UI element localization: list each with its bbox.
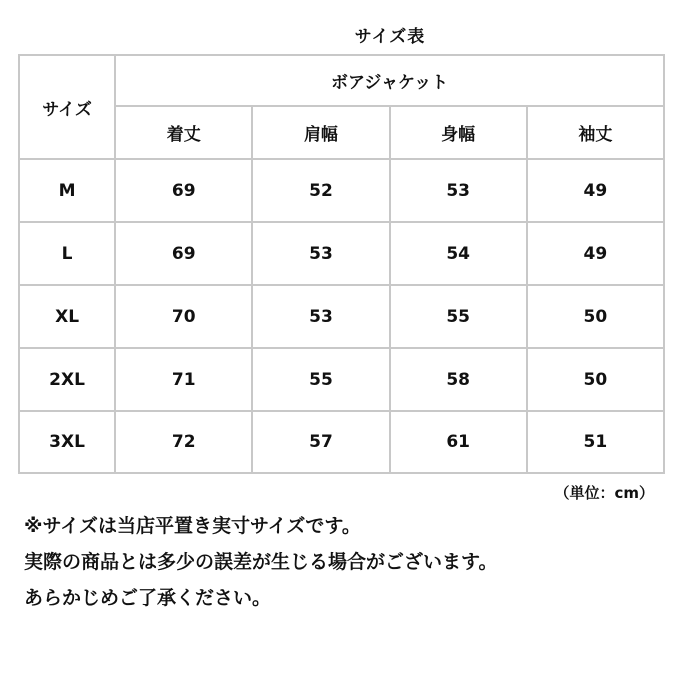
size-label: 2XL <box>19 348 115 411</box>
table-cell: 49 <box>527 222 664 285</box>
column-header-chest: 身幅 <box>390 106 527 159</box>
table-cell: 55 <box>390 285 527 348</box>
table-cell: 72 <box>115 411 252 473</box>
table-cell: 52 <box>252 159 389 222</box>
size-label: M <box>19 159 115 222</box>
size-label: 3XL <box>19 411 115 473</box>
column-header-length: 着丈 <box>115 106 252 159</box>
table-row <box>19 159 664 222</box>
column-header-sleeve: 袖丈 <box>527 106 664 159</box>
table-cell: 51 <box>527 411 664 473</box>
size-label: L <box>19 222 115 285</box>
table-cell: 49 <box>527 159 664 222</box>
table-header-row <box>19 55 664 106</box>
table-cell: 53 <box>252 285 389 348</box>
table-row <box>19 411 664 473</box>
table-cell: 70 <box>115 285 252 348</box>
product-group-header: ボアジャケット <box>115 55 664 106</box>
size-column-header: サイズ <box>19 55 115 159</box>
notes-block <box>24 508 684 616</box>
page-title: サイズ表 <box>354 27 426 47</box>
note-line: ※サイズは当店平置き実寸サイズです。 <box>24 515 361 537</box>
table-row <box>19 285 664 348</box>
table-cell: 53 <box>390 159 527 222</box>
table-cell: 54 <box>390 222 527 285</box>
table-cell: 58 <box>390 348 527 411</box>
note-line: 実際の商品とは多少の誤差が生じる場合がございます。 <box>24 551 498 573</box>
table-cell: 55 <box>252 348 389 411</box>
table-cell: 71 <box>115 348 252 411</box>
table-cell: 50 <box>527 285 664 348</box>
size-label: XL <box>19 285 115 348</box>
table-row <box>19 348 664 411</box>
table-cell: 50 <box>527 348 664 411</box>
table-subheader-row <box>19 106 664 159</box>
column-header-shoulder: 肩幅 <box>252 106 389 159</box>
size-table <box>18 54 665 474</box>
table-cell: 57 <box>252 411 389 473</box>
note-line: あらかじめご了承ください。 <box>24 587 272 609</box>
table-cell: 69 <box>115 159 252 222</box>
table-cell: 53 <box>252 222 389 285</box>
table-cell: 61 <box>390 411 527 473</box>
table-cell: 69 <box>115 222 252 285</box>
unit-note: （単位：cm） <box>554 484 654 502</box>
table-row <box>19 222 664 285</box>
